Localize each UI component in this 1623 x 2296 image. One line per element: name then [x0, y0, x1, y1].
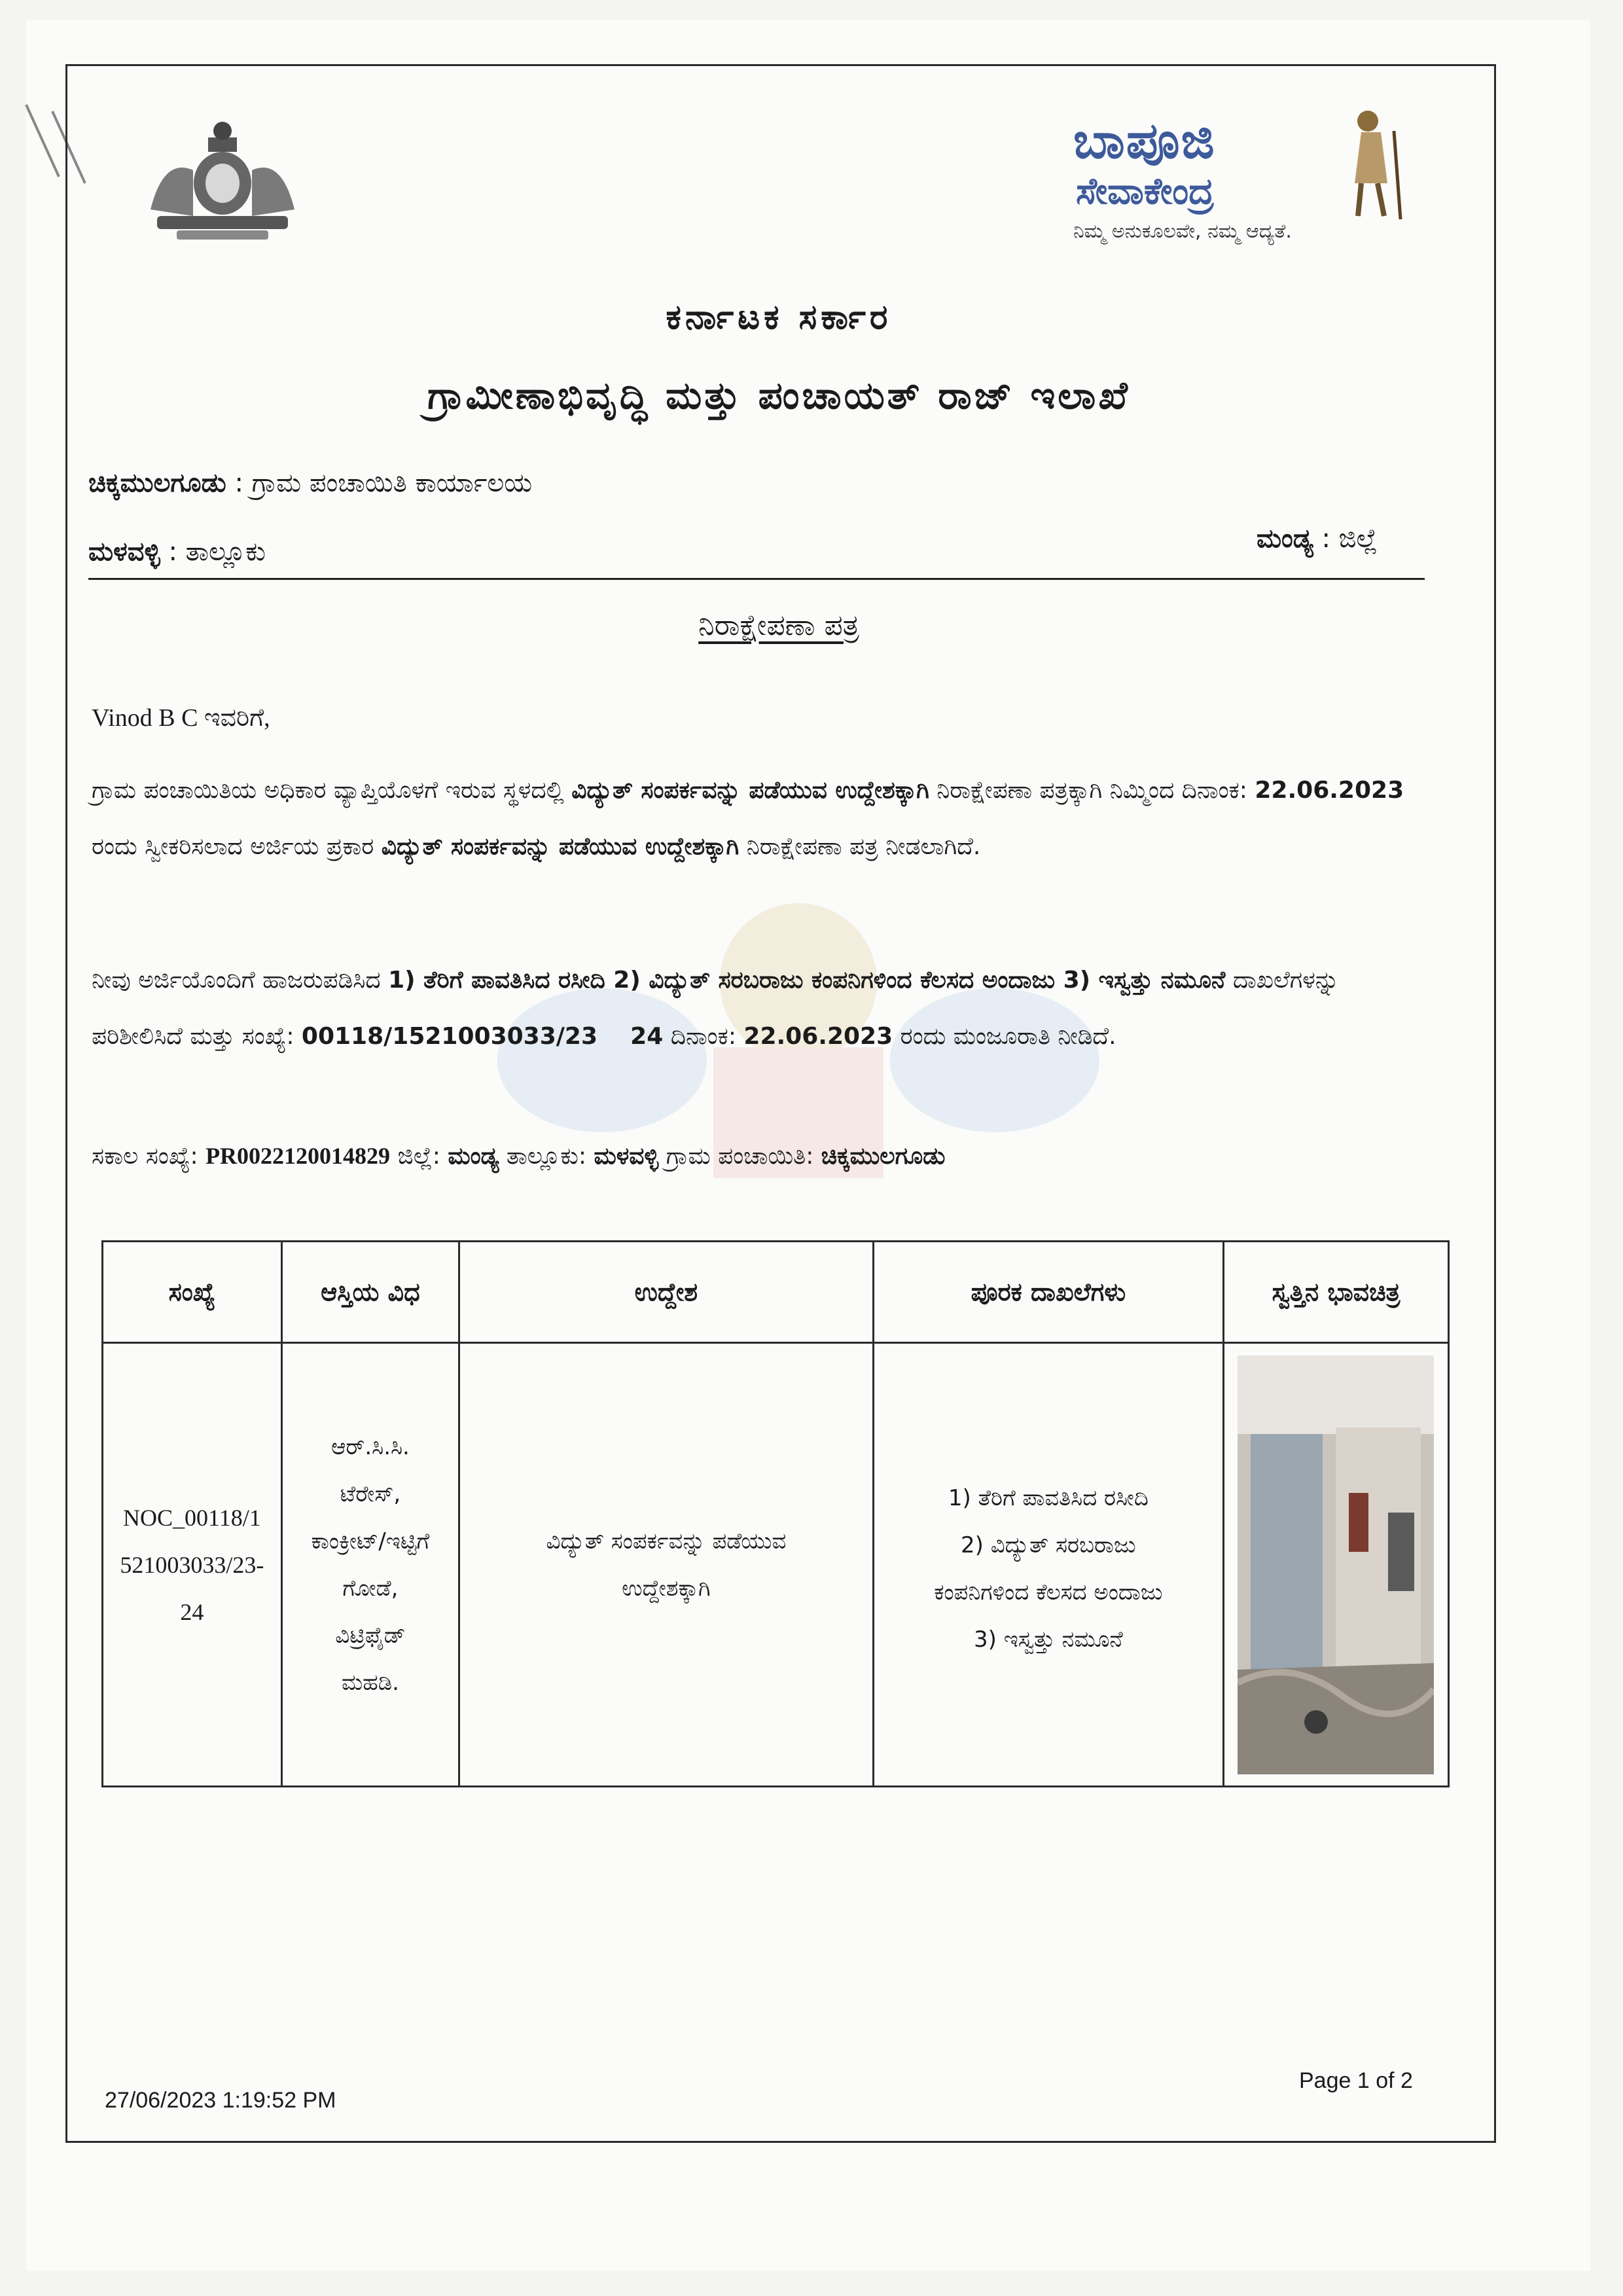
noc-number-line1: NOC_00118/1 [123, 1504, 261, 1531]
para1-text-c: ನಿರಾಕ್ಷೇಪಣಾ ಪತ್ರಕ್ಕಾಗಿ ನಿಮ್ಮಿಂದ ದಿನಾಂಕ: [929, 777, 1255, 804]
para1-text-a: ಗ್ರಾಮ ಪಂಚಾಯಿತಿಯ ಅಧಿಕಾರ ವ್ಯಾಪ್ತಿಯೊಳಗೆ ಇರುವ ಸ್ಥಳದಲ್ಲಿ [92, 777, 572, 804]
karnataka-emblem-icon [137, 118, 308, 249]
property-photo [1238, 1355, 1434, 1774]
document-item: 1) ತೆರಿಗೆ ಪಾವತಿಸಿದ ರಸೀದಿ [948, 1485, 1149, 1511]
sakala-gp: ಚಿಕ್ಕಮುಲಗೂಡು [821, 1143, 946, 1170]
cell-purpose [459, 1343, 874, 1787]
sakala-line [92, 1142, 945, 1170]
salutation: Vinod B C ಇವರಿಗೆ, [92, 704, 270, 732]
table-row [103, 1343, 1449, 1787]
para1-purpose: ವಿದ್ಯುತ್ ಸಂಪರ್ಕವನ್ನು ಪಡೆಯುವ ಉದ್ದೇಶಕ್ಕಾಗಿ [571, 777, 929, 804]
taluk-suffix: : ತಾಲ್ಲೂಕು [160, 537, 266, 567]
bapuji-seva-kendra-logo [1073, 105, 1414, 255]
cell-photo [1223, 1343, 1448, 1787]
header-divider [88, 578, 1425, 580]
gp-name: ಚಿಕ್ಕಮುಲಗೂಡು [88, 468, 226, 498]
para2-number: 00118/1521003033/23 24 [301, 1023, 664, 1050]
document-item: 2) ವಿದ್ಯುತ್ ಸರಬರಾಜು [961, 1532, 1136, 1558]
district-line [1257, 524, 1378, 554]
department-title: ಗ್ರಾಮೀಣಾಭಿವೃದ್ಧಿ ಮತ್ತು ಪಂಚಾಯತ್ ರಾಜ್ ಇಲಾಖೆ [427, 373, 1130, 418]
sakala-label: ಸಕಾಲ ಸಂಖ್ಯೆ: [92, 1143, 206, 1170]
noc-number-line3: 24 [180, 1598, 204, 1625]
purpose-line1: ವಿದ್ಯುತ್ ಸಂಪರ್ಕವನ್ನು ಪಡೆಯುವ [546, 1528, 787, 1554]
gandhi-figure-icon [1329, 105, 1414, 223]
gram-panchayat-line [88, 468, 532, 498]
document-title: ನಿರಾಕ್ಷೇಪಣಾ ಪತ್ರ [698, 609, 859, 642]
sakala-district: ಮಂಡ್ಯ [448, 1143, 499, 1170]
property-line: ಗೋಡೆ, [342, 1575, 399, 1602]
header-documents: ಪೂರಕ ದಾಖಲೆಗಳು [873, 1242, 1223, 1343]
para2-date: 22.06.2023 [743, 1023, 893, 1050]
brand-tagline: ನಿಮ್ಮ ಅನುಕೂಲವೇ, ನಮ್ಮ ಆದ್ಯತೆ. [1073, 220, 1292, 243]
para2-documents: 1) ತೆರಿಗೆ ಪಾವತಿಸಿದ ರಸೀದಿ 2) ವಿದ್ಯುತ್ ಸರಬರಾಜು ಕಂಪನಿಗಳಿಂದ ಕೆಲಸದ ಅಂದಾಜು 3) ಇಸ್ವತ್ತು ನಮೂನೆ [388, 967, 1226, 994]
taluk-name: ಮಳವಳ್ಳಿ [88, 537, 160, 567]
property-line: ಆರ್.ಸಿ.ಸಿ. [330, 1433, 410, 1460]
para2-text-c: ದಾಖಲೆಗಳನ್ನು ಪರಿಶೀಲಿಸಿದೆ ಮತ್ತು ಸಂಖ್ಯೆ: [92, 967, 1340, 1050]
document-item: ಕಂಪನಿಗಳಿಂದ ಕೆಲಸದ ಅಂದಾಜು [934, 1579, 1163, 1605]
noc-number-line2: 521003033/23- [120, 1551, 264, 1578]
para1-purpose-2: ವಿದ್ಯುತ್ ಸಂಪರ್ಕವನ್ನು ಪಡೆಯುವ ಉದ್ದೇಶಕ್ಕಾಗಿ [381, 833, 740, 860]
header-photo: ಸ್ವತ್ತಿನ ಭಾವಚಿತ್ರ [1223, 1242, 1448, 1343]
sakala-number: PR0022120014829 [205, 1143, 391, 1169]
header-property-type: ಆಸ್ತಿಯ ವಿಧ [281, 1242, 459, 1343]
brand-line2: ಸೇವಾಕೇಂದ್ರ [1076, 170, 1214, 213]
para1-date: 22.06.2023 [1255, 777, 1404, 804]
header-number: ಸಂಖ್ಯೆ [103, 1242, 282, 1343]
sakala-taluk-label: ತಾಲ್ಲೂಕು: [499, 1143, 594, 1170]
district-name: ಮಂಡ್ಯ [1257, 524, 1313, 554]
property-line: ಕಾಂಕ್ರೀಟ್/ಇಟ್ಟಿಗೆ [311, 1528, 430, 1554]
paragraph-approval [92, 952, 1414, 1065]
para2-text-e: ರಂದು ಮಂಜೂರಾತಿ ನೀಡಿದೆ. [893, 1023, 1116, 1050]
para1-text-d: ರಂದು ಸ್ವೀಕರಿಸಲಾದ ಅರ್ಜಿಯ ಪ್ರಕಾರ [92, 833, 382, 860]
property-line: ಟೆರೇಸ್, [340, 1480, 401, 1507]
sakala-district-label: ಜಿಲ್ಲೆ: [390, 1143, 448, 1170]
print-timestamp: 27/06/2023 1:19:52 PM [105, 2088, 336, 2113]
sakala-gp-label: ಗ್ರಾಮ ಪಂಚಾಯಿತಿ: [658, 1143, 821, 1170]
cell-property-type [281, 1343, 459, 1787]
para2-text-a: ನೀವು ಅರ್ಜಿಯೊಂದಿಗೆ ಹಾಜರುಪಡಿಸಿದ [92, 967, 389, 994]
purpose-line2: ಉದ್ದೇಶಕ್ಕಾಗಿ [622, 1575, 711, 1602]
paragraph-application [92, 762, 1414, 875]
brand-line1: ಬಾಪೂಜಿ [1073, 111, 1216, 170]
government-title: ಕರ್ನಾಟಕ ಸರ್ಕಾರ [666, 298, 892, 337]
table-header-row [103, 1242, 1449, 1343]
header-purpose: ಉದ್ದೇಶ [459, 1242, 874, 1343]
district-suffix: : ಜಿಲ್ಲೆ [1313, 524, 1378, 554]
page-indicator: Page 1 of 2 [1299, 2068, 1413, 2093]
para1-text-f: ನಿರಾಕ್ಷೇಪಣಾ ಪತ್ರ ನೀಡಲಾಗಿದೆ. [739, 833, 981, 860]
property-line: ವಿಟ್ರಿಫೈಡ್ [335, 1622, 406, 1649]
sakala-taluk: ಮಳವಳ್ಳಿ [594, 1143, 659, 1170]
cell-documents [873, 1343, 1223, 1787]
cell-noc-number [103, 1343, 282, 1787]
taluk-line [88, 537, 266, 567]
para2-text-d: ದಿನಾಂಕ: [663, 1023, 744, 1050]
document-item: 3) ಇಸ್ವತ್ತು ನಮೂನೆ [974, 1626, 1123, 1653]
property-line: ಮಹಡಿ. [341, 1669, 399, 1696]
gp-suffix: : ಗ್ರಾಮ ಪಂಚಾಯಿತಿ ಕಾರ್ಯಾಲಯ [226, 468, 533, 498]
noc-details-table [101, 1240, 1450, 1787]
